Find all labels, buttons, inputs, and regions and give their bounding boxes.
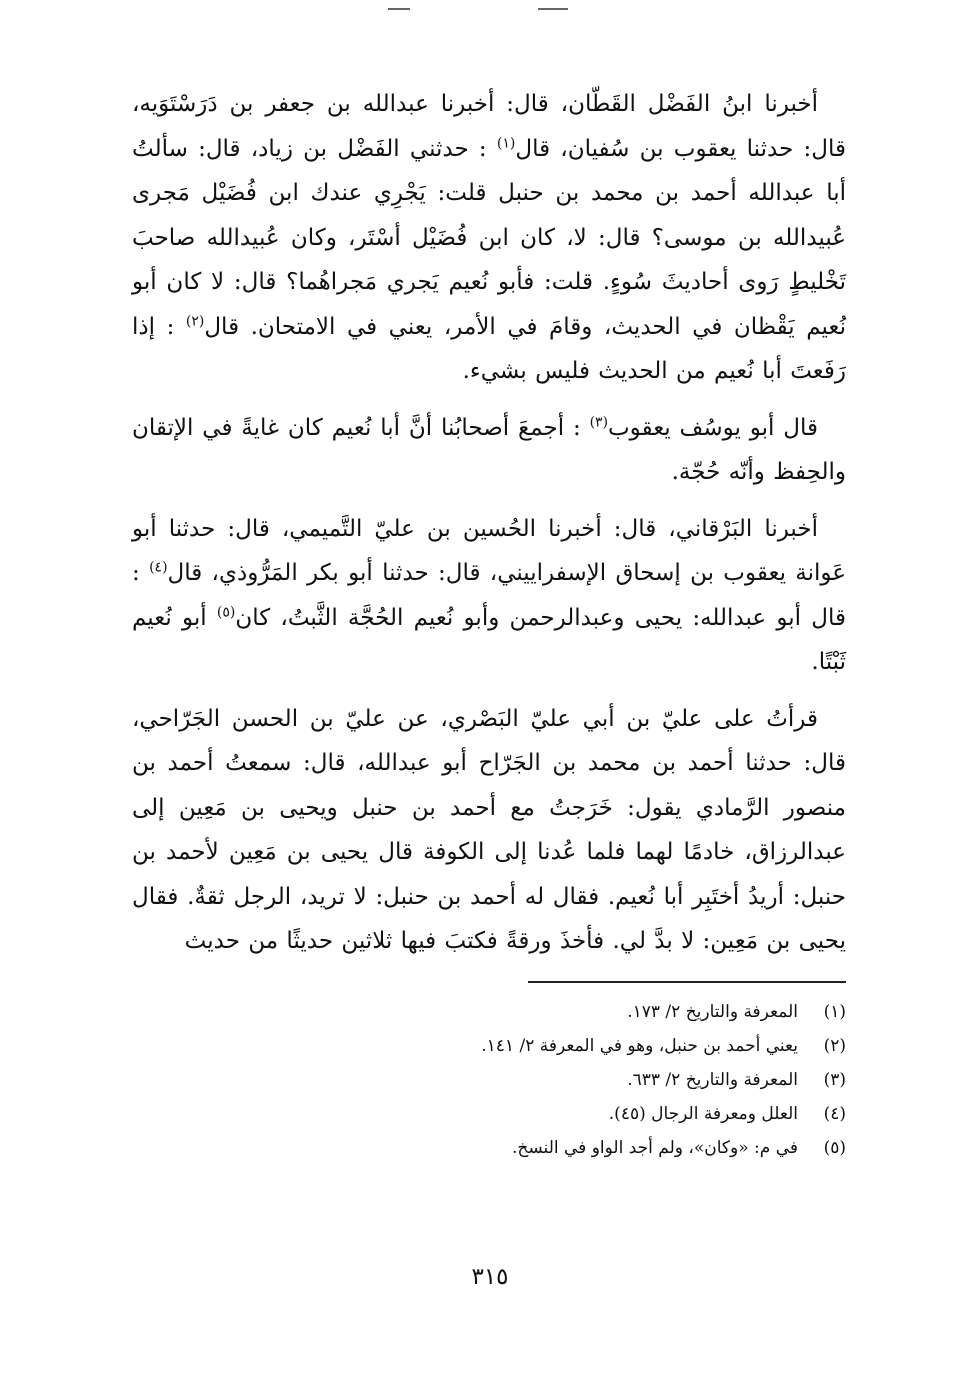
scan-mark <box>538 8 568 10</box>
footnote-number: (٢) <box>823 1036 846 1056</box>
scan-mark <box>388 8 410 10</box>
footnote-reference: (٣) <box>589 413 609 430</box>
footnote-reference: (٥) <box>216 603 236 620</box>
footnote-reference: (١) <box>496 134 516 151</box>
footnote-text: العلل ومعرفة الرجال (٤٥). <box>608 1104 798 1124</box>
paragraph <box>132 507 846 685</box>
footnote-separator <box>528 981 846 983</box>
footnote-item <box>300 1029 846 1063</box>
footnotes <box>300 995 846 1165</box>
paragraph-text: أخبرنا ابنُ الفَضْل القَطّان، قال: أخبرنا عبدالله بن جعفر بن دَرَسْتَوَيه، قال: حدثنا يعقوب بن سُفيان، قال <box>132 91 846 162</box>
footnote-item <box>300 1131 846 1165</box>
main-text <box>132 82 846 976</box>
footnote-item <box>300 1063 846 1097</box>
footnote-item <box>300 995 846 1029</box>
paragraph-text: قرأتُ على عليّ بن أبي عليّ البَصْري، عن عليّ بن الحسن الجَرّاحي، قال: حدثنا أحمد بن محمد بن الجَرّاح أبو عبدالله، قال: سمعتُ أحمد بن منصور الرَّمادي يقول: خَرَجتُ مع أحمد بن حنبل ويحيى بن مَعِين إلى عبدالرزاق، خادمًا لهما فلما عُدنا إلى الكوفة قال يحيى بن مَعِين لأحمد بن حنبل: أريدُ أختَبِر أبا نُعيم. فقال له أحمد بن حنبل: لا تريد، الرجل ثقةٌ. فقال يحيى بن مَعِين: لا بدَّ لي. فأخذَ ورقةً فكتبَ فيها ثلاثين حديثًا من حديث <box>132 705 846 954</box>
footnote-text: المعرفة والتاريخ ٢/ ١٧٣. <box>627 1002 798 1022</box>
footnote-number: (٥) <box>823 1138 846 1158</box>
page-number: ٣١٥ <box>471 1264 509 1290</box>
footnote-item <box>300 1097 846 1131</box>
paragraph-text: قال أبو يوسُف يعقوب <box>608 414 818 441</box>
footnote-text: في م: «وكان»، ولم أجد الواو في النسخ. <box>512 1138 798 1158</box>
footnote-reference: (٢) <box>185 312 205 329</box>
paragraph <box>132 697 846 964</box>
paragraph-text: : حدثني الفَضْل بن زياد، قال: سألتُ أبا عبدالله أحمد بن محمد بن حنبل قلت: يَجْرِي عندك ابن فُضَيْل مَجرى عُبيدالله بن موسى؟ قال: لا، كان ابن فُضَيْل أسْتَر، وكان عُبيدالله صاحبَ تَخْليطٍ رَوى أحاديثَ سُوءٍ. قلت: فأبو نُعيم يَجري مَجراهُما؟ قال: لا كان أبو نُعيم يَقْظان في الحديث، وقامَ في الأمر، يعني في الامتحان. قال <box>132 135 846 340</box>
paragraph-text: : قال أبو عبدالله: يحيى وعبدالرحمن وأبو نُعيم الحُجَّة الثَّبتُ، كان <box>132 560 846 631</box>
paragraph-text: أخبرنا البَرْقاني، قال: أخبرنا الحُسين بن عليّ التَّميمي، قال: حدثنا أبو عَوانة يعقوب بن إسحاق الإسفراييني، قال: حدثنا أبو بكر المَرُّوذي، قال <box>132 515 847 586</box>
footnote-number: (٣) <box>823 1070 846 1090</box>
footnote-text: يعني أحمد بن حنبل، وهو في المعرفة ٢/ ١٤١. <box>481 1036 798 1056</box>
paragraph <box>132 82 846 394</box>
footnote-reference: (٤) <box>149 559 168 576</box>
footnote-number: (٤) <box>823 1104 846 1124</box>
paragraph-text: أبو نُعيم ثَبْتًا. <box>132 604 846 675</box>
paragraph-text: : إذا رَفَعتَ أبا نُعيم من الحديث فليس بشيء. <box>132 313 846 384</box>
paragraph-text: : أجمعَ أصحابُنا أنَّ أبا نُعيم كان غايةً في الإتقان والحِفظ وأنّه حُجّة. <box>132 414 846 485</box>
footnote-text: المعرفة والتاريخ ٢/ ٦٣٣. <box>627 1070 798 1090</box>
paragraph <box>132 406 846 495</box>
footnote-number: (١) <box>823 1002 846 1022</box>
